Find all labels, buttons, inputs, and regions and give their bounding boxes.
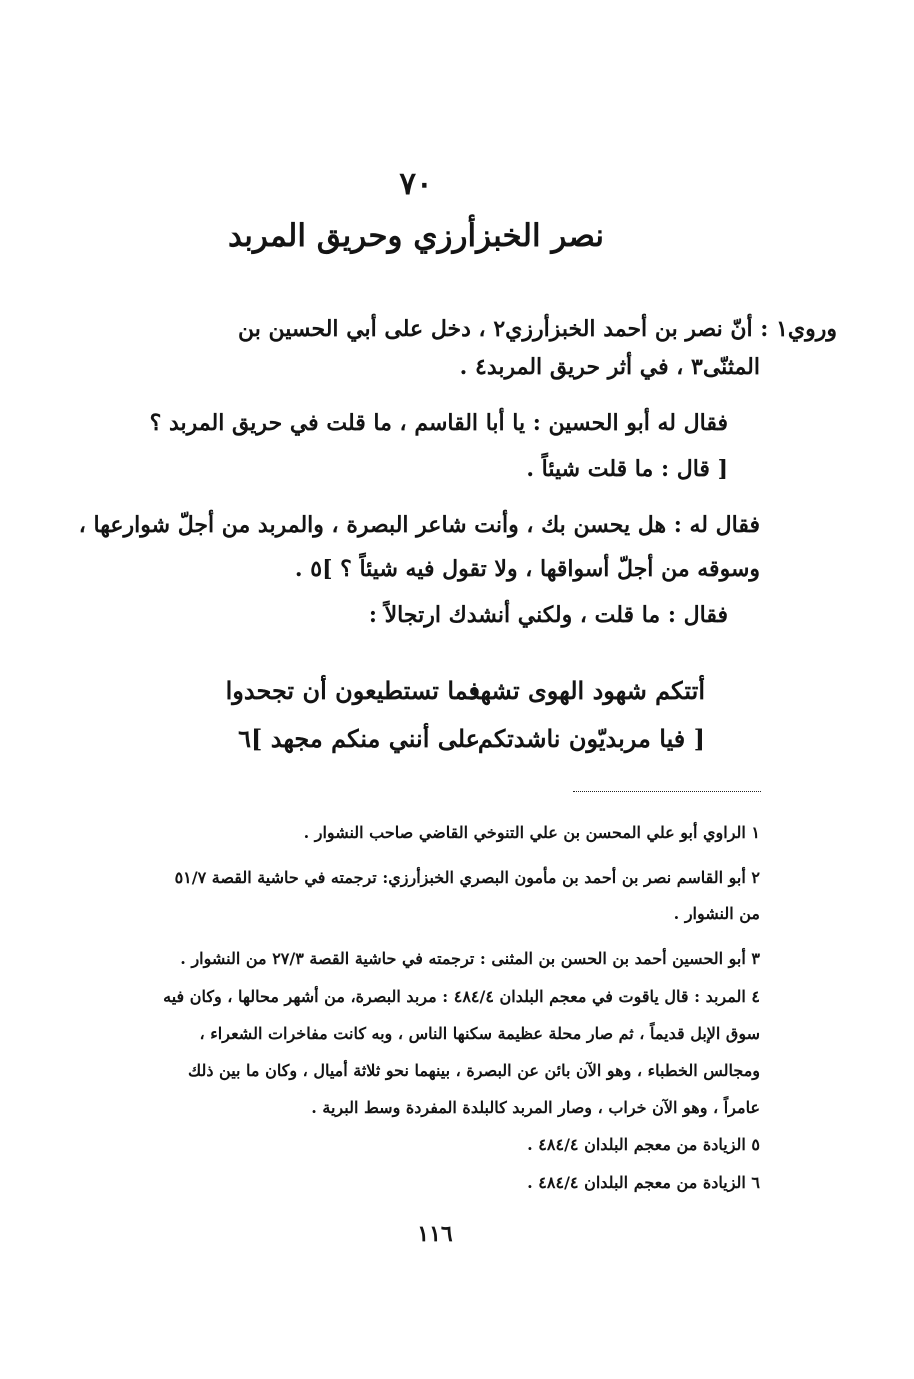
footnote-line: سوق الإبل قديماً ، ثم صار محلة عظيمة سكنها الناس ، وبه كانت مفاخرات الشعراء ، xyxy=(199,1024,760,1043)
footnote-line: ٦ الزيادة من معجم البلدان ٤٨٤/٤ . xyxy=(527,1173,760,1192)
story-title: نصر الخبزأرزي وحريق المربد xyxy=(227,218,605,254)
body-line: المثنّى٣ ، في أثر حريق المربد٤ . xyxy=(459,354,760,380)
footnote-line: من النشوار . xyxy=(673,904,760,923)
body-line: وسوقه من أجلّ أسواقها ، ولا تقول فيه شيئاً ؟ ]٥ . xyxy=(294,556,760,582)
verse-first-hemistich: أتتكم شهود الهوى تشهد xyxy=(467,676,705,705)
footnote-line: ٢ أبو القاسم نصر بن أحمد بن مأمون البصري الخبزأرزي: ترجمته في حاشية القصة ٥١/٧ xyxy=(174,868,760,887)
body-line: فقال له : هل يحسن بك ، وأنت شاعر البصرة ، والمربد من أجلّ شوارعها ، xyxy=(78,512,760,538)
story-number: ٧٠ xyxy=(399,166,433,202)
body-line: [ قال : ما قلت شيئاً . xyxy=(526,456,728,482)
body-line: فقال : ما قلت ، ولكني أنشدك ارتجالاً : xyxy=(368,602,728,628)
body-line: فقال له أبو الحسين : يا أبا القاسم ، ما قلت في حريق المربد ؟ xyxy=(149,410,728,436)
footnote-line: عامراً ، وهو الآن خراب ، وصار المربد كالبلدة المفردة وسط البرية . xyxy=(311,1098,760,1117)
footnote-line: ومجالس الخطباء ، وهو الآن بائن عن البصرة ، بينهما نحو ثلاثة أميال ، وكان ما بين ذلك xyxy=(187,1061,760,1080)
footnote-line: ٥ الزيادة من معجم البلدان ٤٨٤/٤ . xyxy=(527,1135,760,1154)
verse-second-hemistich: فما تستطيعون أن تجحدوا xyxy=(225,676,480,705)
body-line: وروي١ : أنّ نصر بن أحمد الخبزأرزي٢ ، دخل على أبي الحسين بن xyxy=(237,316,837,342)
verse-first-hemistich: [ فيا مربديّون ناشدتكم xyxy=(477,724,705,753)
footnote-separator xyxy=(573,791,761,792)
footnote-line: ١ الراوي أبو علي المحسن بن علي التنوخي القاضي صاحب النشوار . xyxy=(303,823,760,842)
page-number: ١١٦ xyxy=(417,1221,453,1247)
verse-second-hemistich: على أنني منكم مجهد ]٦ xyxy=(238,724,480,753)
footnote-line: ٣ أبو الحسين أحمد بن الحسن بن المثنى : ترجمته في حاشية القصة ٢٧/٣ من النشوار . xyxy=(180,949,760,968)
footnote-line: ٤ المربد : قال ياقوت في معجم البلدان ٤٨٤/٤ : مربد البصرة، من أشهر محالها ، وكان فيه xyxy=(163,987,760,1006)
